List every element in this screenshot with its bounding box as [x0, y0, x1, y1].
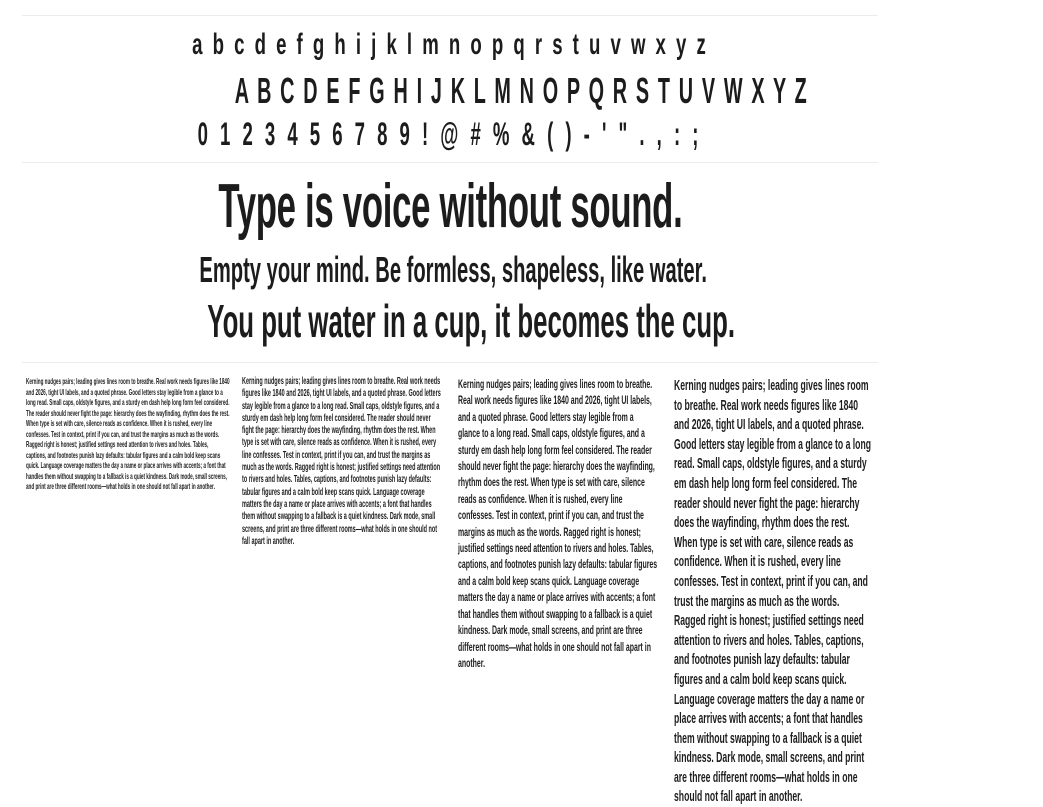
specimen-divider: [22, 162, 878, 163]
quote-line-1: [0, 249, 900, 290]
headline-line: [0, 172, 900, 241]
lowercase-glyph-row: [0, 30, 900, 62]
figures-glyph-row: [0, 118, 900, 152]
figures-glyphs: 0 1 2 3 4 5 6 7 8 9 ! @ # % & ( ) - ' " . , : ;: [197, 116, 703, 152]
body-paragraph: Kerning nudges pairs; leading gives lines room to breathe. Real work needs figures like 1840 and 2026, tight UI labels, and a quoted phrase. Good letters stay legible from a glance to a long read. Small caps, oldstyle figures, and a sturdy em dash help long form feel considered. The reader should never fight the page: hierarchy does the wayfinding, rhythm does the rest. When type is set with care, silence reads as confidence. When it is rushed, every line confesses. Test in context, print if you can, and trust the margins as much as the words. Ragged right is honest; justified settings need attention to rivers and holes. Tables, captions, and footnotes punish lazy defaults: tabular figures and a calm bold keep scans quick. Language coverage matters the day a name or place arrives with accents; a font that handles them without swapping to a fallback is a quiet kindness. Dark mode, small screens, and print are three different rooms—what holds in one should not fall apart in another.: [26, 376, 230, 491]
display-divider: [22, 362, 878, 363]
quote-text-2: You put water in a cup, it becomes the cup.: [207, 295, 735, 347]
headline: Type is voice without sound.: [217, 172, 683, 241]
lowercase-glyphs: a b c d e f g h i j k l m n o p q r s t u v w x y z: [191, 28, 709, 61]
quote-text-1: Empty your mind. Be formless, shapeless, like water.: [199, 249, 707, 290]
body-column-medium: [458, 376, 663, 670]
body-paragraph: Kerning nudges pairs; leading gives lines room to breathe. Real work needs figures like 1840 and 2026, tight UI labels, and a quoted phrase. Good letters stay legible from a glance to a long read. Small caps, oldstyle figures, and a sturdy em dash help long form feel considered. The reader should never fight the page: hierarchy does the wayfinding, rhythm does the rest. When type is set with care, silence reads as confidence. When it is rushed, every line confesses. Test in context, print if you can, and trust the margins as much as the words. Ragged right is honest; justified settings need attention to rivers and holes. Tables, captions, and footnotes punish lazy defaults: tabular figures and a calm bold keep scans quick. Language coverage matters the day a name or place arrives with accents; a font that handles them without swapping to a fallback is a quiet kindness. Dark mode, small screens, and print are three different rooms—what holds in one should not fall apart in another.: [242, 376, 441, 547]
top-divider: [22, 15, 878, 16]
body-column-smallest: [26, 376, 231, 634]
uppercase-glyphs: A B C D E F G H I J K L M N O P Q R S T U V W X Y Z: [234, 70, 809, 111]
quote-line-2: [0, 295, 900, 347]
body-paragraph: Kerning nudges pairs; leading gives lines room to breathe. Real work needs figures like 1840 and 2026, tight UI labels, and a quoted phrase. Good letters stay legible from a glance to a long read. Small caps, oldstyle figures, and a sturdy em dash help long form feel considered. The reader should never fight the page: hierarchy does the wayfinding, rhythm does the rest. When type is set with care, silence reads as confidence. When it is rushed, every line confesses. Test in context, print if you can, and trust the margins as much as the words. Ragged right is honest; justified settings need attention to rivers and holes. Tables, captions, and footnotes punish lazy defaults: tabular figures and a calm bold keep scans quick. Language coverage matters the day a name or place arrives with accents; a font that handles them without swapping to a fallback is a quiet kindness. Dark mode, small screens, and print are three different rooms—what holds in one should not fall apart in another.: [674, 377, 871, 806]
body-column-large: [674, 376, 879, 806]
uppercase-glyph-row: [0, 70, 900, 111]
body-paragraph: Kerning nudges pairs; leading gives lines room to breathe. Real work needs figures like 1840 and 2026, tight UI labels, and a quoted phrase. Good letters stay legible from a glance to a long read. Small caps, oldstyle figures, and a sturdy em dash help long form feel considered. The reader should never fight the page: hierarchy does the wayfinding, rhythm does the rest. When type is set with care, silence reads as confidence. When it is rushed, every line confesses. Test in context, print if you can, and trust the margins as much as the words. Ragged right is honest; justified settings need attention to rivers and holes. Tables, captions, and footnotes punish lazy defaults: tabular figures and a calm bold keep scans quick. Language coverage matters the day a name or place arrives with accents; a font that handles them without swapping to a fallback is a quiet kindness. Dark mode, small screens, and print are three different rooms—what holds in one should not fall apart in another.: [458, 377, 658, 670]
body-column-small: [242, 376, 447, 634]
